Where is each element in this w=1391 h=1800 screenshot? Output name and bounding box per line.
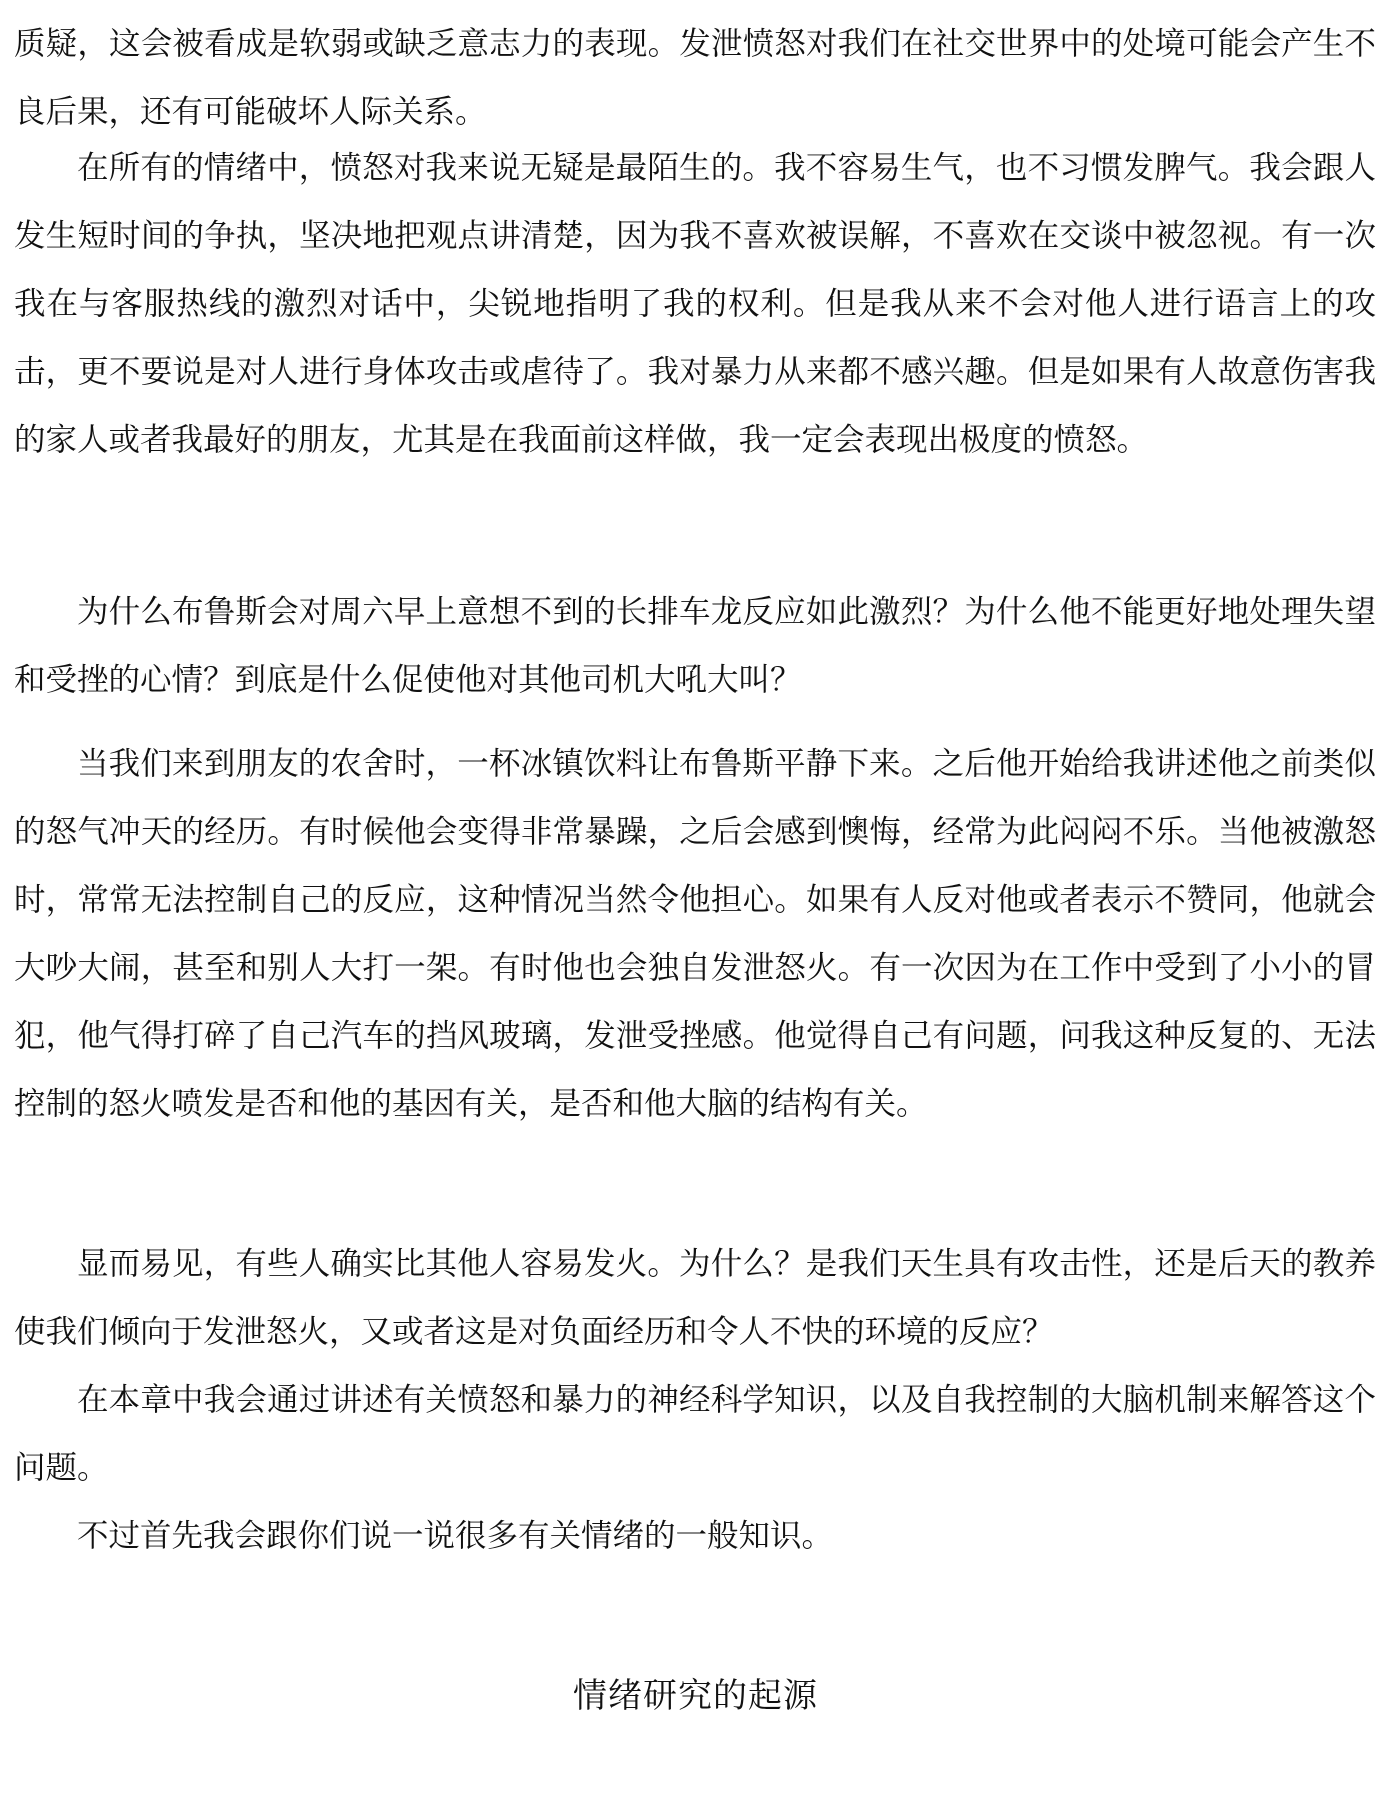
paragraph-continuation — [14, 10, 1376, 146]
paragraph — [14, 578, 1376, 714]
paragraph-text: 当我们来到朋友的农舍时，一杯冰镇饮料让布鲁斯平静下来。之后他开始给我讲述他之前类似的怒气冲天的经历。有时候他会变得非常暴躁，之后会感到懊悔，经常为此闷闷不乐。当他被激怒时，常常无法控制自己的反应，这种情况当然令他担心。如果有人反对他或者表示不赞同，他就会大吵大闹，甚至和别人大打一架。有时他也会独自发泄怒火。有一次因为在工作中受到了小小的冒犯，他气得打碎了自己汽车的挡风玻璃，发泄受挫感。他觉得自己有问题，问我这种反复的、无法控制的怒火喷发是否和他的基因有关，是否和他大脑的结构有关。 — [14, 746, 1376, 1122]
paragraph-text: 为什么布鲁斯会对周六早上意想不到的长排车龙反应如此激烈？为什么他不能更好地处理失望和受挫的心情？到底是什么促使他对其他司机大吼大叫？ — [14, 594, 1376, 698]
paragraph — [14, 1366, 1376, 1502]
paragraph-text: 显而易见，有些人确实比其他人容易发火。为什么？是我们天生具有攻击性，还是后天的教养使我们倾向于发泄怒火，又或者这是对负面经历和令人不快的环境的反应？ — [14, 1246, 1376, 1350]
paragraph-text: 在所有的情绪中，愤怒对我来说无疑是最陌生的。我不容易生气，也不习惯发脾气。我会跟人发生短时间的争执，坚决地把观点讲清楚，因为我不喜欢被误解，不喜欢在交谈中被忽视。有一次我在与客服热线的激烈对话中，尖锐地指明了我的权利。但是我从来不会对他人进行语言上的攻击，更不要说是对人进行身体攻击或虐待了。我对暴力从来都不感兴趣。但是如果有人故意伤害我的家人或者我最好的朋友，尤其是在我面前这样做，我一定会表现出极度的愤怒。 — [14, 150, 1376, 458]
paragraph — [14, 1502, 1376, 1570]
section-heading: 情绪研究的起源 — [573, 1676, 818, 1716]
paragraph — [14, 1230, 1376, 1366]
paragraph — [14, 134, 1376, 474]
paragraph-text: 不过首先我会跟你们说一说很多有关情绪的一般知识。 — [77, 1518, 834, 1554]
paragraph-text: 在本章中我会通过讲述有关愤怒和暴力的神经科学知识，以及自我控制的大脑机制来解答这个问题。 — [14, 1382, 1376, 1486]
paragraph-text: 质疑，这会被看成是软弱或缺乏意志力的表现。发泄愤怒对我们在社交世界中的处境可能会产生不良后果，还有可能破坏人际关系。 — [14, 26, 1376, 130]
paragraph — [14, 730, 1376, 1138]
